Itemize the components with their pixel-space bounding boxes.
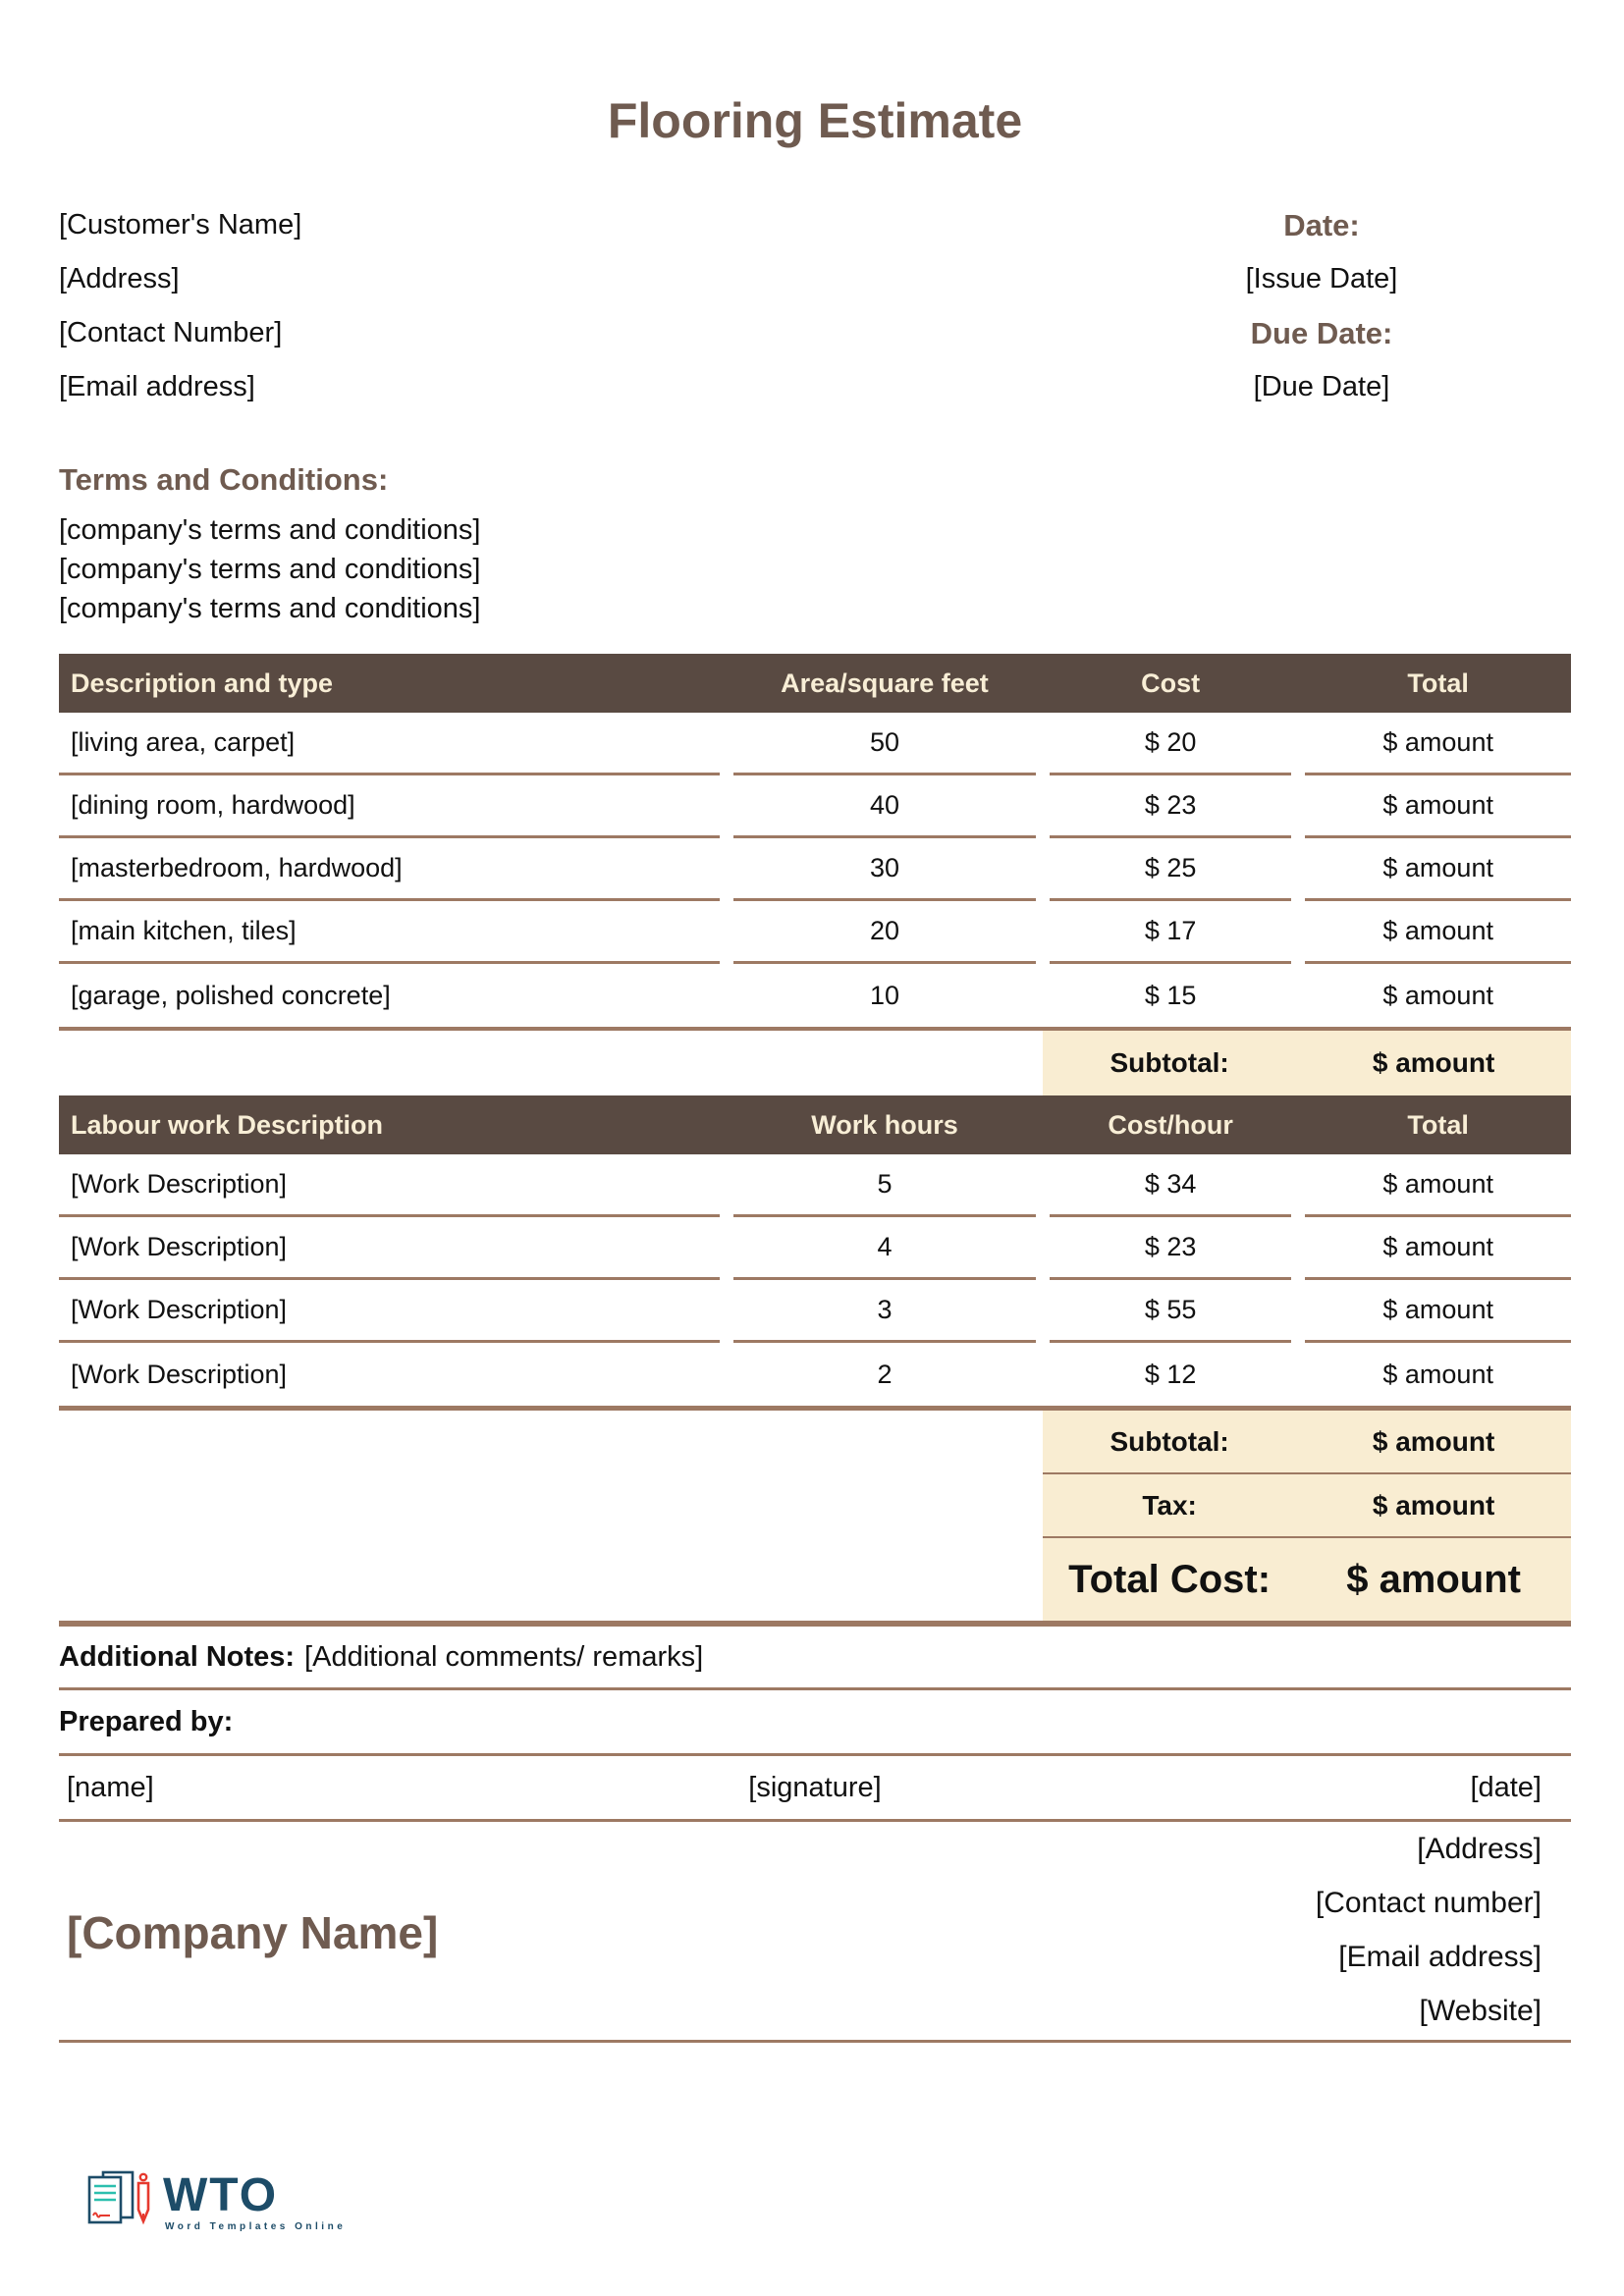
prepared-by-row bbox=[59, 1690, 1571, 1753]
cell-description: [dining room, hardwood] bbox=[59, 775, 720, 838]
total-cost-label: Total Cost: bbox=[1068, 1557, 1272, 1601]
cell-cost: $ 20 bbox=[1050, 713, 1291, 775]
company-website: [Website] bbox=[1419, 1995, 1542, 2027]
terms-line: [company's terms and conditions] bbox=[59, 514, 481, 546]
subtotal-value: $ amount bbox=[1372, 1425, 1495, 1457]
company-name: [Company Name] bbox=[67, 1907, 439, 1958]
additional-notes-label: Additional Notes: bbox=[59, 1640, 296, 1673]
cell-total: $ amount bbox=[1382, 980, 1493, 1010]
divider bbox=[59, 2040, 1571, 2043]
materials-subtotal-box bbox=[1043, 1031, 1571, 1095]
subtotal-label: Subtotal: bbox=[1110, 1425, 1229, 1457]
cell-area: 10 bbox=[869, 980, 899, 1010]
terms-line: [company's terms and conditions] bbox=[59, 554, 481, 585]
cell-hours: 3 bbox=[733, 1280, 1036, 1343]
company-contact: [Contact number] bbox=[1315, 1887, 1542, 1919]
cell-description: [main kitchen, tiles] bbox=[59, 901, 720, 964]
column-header-area: Area/square feet bbox=[781, 667, 989, 698]
cell-cost: $ 17 bbox=[1050, 901, 1291, 964]
wto-logo-tagline: Word Templates Online bbox=[165, 2221, 347, 2232]
customer-email: [Email address] bbox=[59, 371, 255, 402]
wto-logo-acronym: WTO bbox=[163, 2169, 279, 2221]
column-header-total: Total bbox=[1407, 667, 1469, 698]
cell-description: [masterbedroom, hardwood] bbox=[59, 838, 720, 901]
cell-total: $ amount bbox=[1382, 1359, 1493, 1389]
table-row bbox=[59, 1154, 1571, 1217]
company-address: [Address] bbox=[1417, 1833, 1542, 1865]
total-cost-value: $ amount bbox=[1346, 1557, 1521, 1601]
labour-table-header bbox=[59, 1095, 1571, 1154]
totals-block bbox=[59, 1411, 1571, 1621]
column-header-cost: Cost bbox=[1141, 667, 1201, 698]
materials-subtotal-row bbox=[59, 1031, 1571, 1095]
date-block bbox=[1174, 198, 1469, 414]
totals-box bbox=[1043, 1411, 1571, 1621]
cell-hours: 2 bbox=[877, 1359, 893, 1389]
cell-description: [Work Description] bbox=[59, 1154, 720, 1217]
cell-cost: $ 15 bbox=[1144, 980, 1197, 1010]
issue-date: [Issue Date] bbox=[1245, 263, 1398, 294]
spacer bbox=[59, 1411, 1043, 1621]
column-header-total: Total bbox=[1407, 1109, 1469, 1140]
column-header-labour-description: Labour work Description bbox=[71, 1109, 384, 1140]
cell-cost: $ 25 bbox=[1050, 838, 1291, 901]
cell-cost: $ 23 bbox=[1050, 1217, 1291, 1280]
materials-table bbox=[59, 654, 1571, 1095]
customer-block bbox=[59, 198, 301, 414]
labour-table bbox=[59, 1095, 1571, 1627]
materials-table-header bbox=[59, 654, 1571, 713]
cell-area: 30 bbox=[733, 838, 1036, 901]
company-info-block bbox=[1316, 1822, 1542, 2038]
cell-cost: $ 55 bbox=[1050, 1280, 1291, 1343]
cell-description: [garage, polished concrete] bbox=[71, 980, 391, 1010]
cell-cost: $ 23 bbox=[1050, 775, 1291, 838]
cell-total: $ amount bbox=[1305, 1280, 1571, 1343]
table-row bbox=[59, 964, 1571, 1027]
table-row bbox=[59, 775, 1571, 838]
cell-cost: $ 12 bbox=[1144, 1359, 1197, 1389]
wto-logo-text bbox=[163, 2169, 347, 2232]
tax-label: Tax: bbox=[1142, 1489, 1197, 1521]
cell-hours: 5 bbox=[733, 1154, 1036, 1217]
terms-section bbox=[59, 457, 1571, 628]
tax-value: $ amount bbox=[1372, 1489, 1495, 1521]
due-date: [Due Date] bbox=[1253, 371, 1390, 402]
cell-description: [Work Description] bbox=[59, 1217, 720, 1280]
header-info-row bbox=[59, 198, 1571, 414]
wto-logo-icon bbox=[86, 2170, 157, 2233]
table-row bbox=[59, 1343, 1571, 1406]
preparer-date: [date] bbox=[1470, 1771, 1542, 1803]
cell-description: [Work Description] bbox=[59, 1280, 720, 1343]
customer-address: [Address] bbox=[59, 263, 180, 294]
cell-total: $ amount bbox=[1305, 775, 1571, 838]
additional-notes-row bbox=[59, 1627, 1571, 1687]
due-date-label: Due Date: bbox=[1250, 316, 1393, 350]
company-section bbox=[59, 1822, 1571, 2040]
total-cost-row bbox=[1043, 1538, 1571, 1621]
table-row bbox=[59, 838, 1571, 901]
cell-area: 20 bbox=[733, 901, 1036, 964]
company-email: [Email address] bbox=[1338, 1941, 1542, 1973]
column-header-work-hours: Work hours bbox=[811, 1109, 958, 1140]
page-title: Flooring Estimate bbox=[607, 93, 1023, 148]
additional-notes-value: [Additional comments/ remarks] bbox=[304, 1640, 704, 1673]
column-header-description: Description and type bbox=[71, 667, 334, 698]
cell-description: [living area, carpet] bbox=[59, 713, 720, 775]
customer-contact: [Contact Number] bbox=[59, 317, 283, 348]
preparer-signature: [signature] bbox=[748, 1771, 882, 1803]
table-row bbox=[59, 901, 1571, 964]
cell-total: $ amount bbox=[1305, 901, 1571, 964]
table-row bbox=[59, 1217, 1571, 1280]
subtotal-value: $ amount bbox=[1372, 1047, 1495, 1078]
terms-lines bbox=[59, 510, 1571, 628]
table-row bbox=[59, 713, 1571, 775]
wto-logo bbox=[86, 2170, 1571, 2233]
labour-subtotal-row bbox=[1043, 1411, 1571, 1472]
cell-total: $ amount bbox=[1305, 1154, 1571, 1217]
cell-area: 40 bbox=[733, 775, 1036, 838]
cell-total: $ amount bbox=[1305, 713, 1571, 775]
customer-name: [Customer's Name] bbox=[59, 209, 302, 240]
terms-heading: Terms and Conditions: bbox=[59, 462, 389, 497]
tax-row bbox=[1043, 1474, 1571, 1536]
preparer-name: [name] bbox=[67, 1771, 154, 1803]
cell-cost: $ 34 bbox=[1050, 1154, 1291, 1217]
spacer bbox=[59, 1031, 1043, 1095]
table-row bbox=[59, 1280, 1571, 1343]
prepared-by-label: Prepared by: bbox=[59, 1705, 234, 1737]
date-label: Date: bbox=[1283, 208, 1360, 242]
cell-total: $ amount bbox=[1305, 1217, 1571, 1280]
cell-area: 50 bbox=[733, 713, 1036, 775]
subtotal-label: Subtotal: bbox=[1110, 1047, 1229, 1078]
cell-hours: 4 bbox=[733, 1217, 1036, 1280]
column-header-cost-hour: Cost/hour bbox=[1108, 1109, 1233, 1140]
cell-description: [Work Description] bbox=[71, 1359, 288, 1389]
cell-total: $ amount bbox=[1305, 838, 1571, 901]
terms-line: [company's terms and conditions] bbox=[59, 593, 481, 624]
signature-row bbox=[59, 1756, 1571, 1819]
